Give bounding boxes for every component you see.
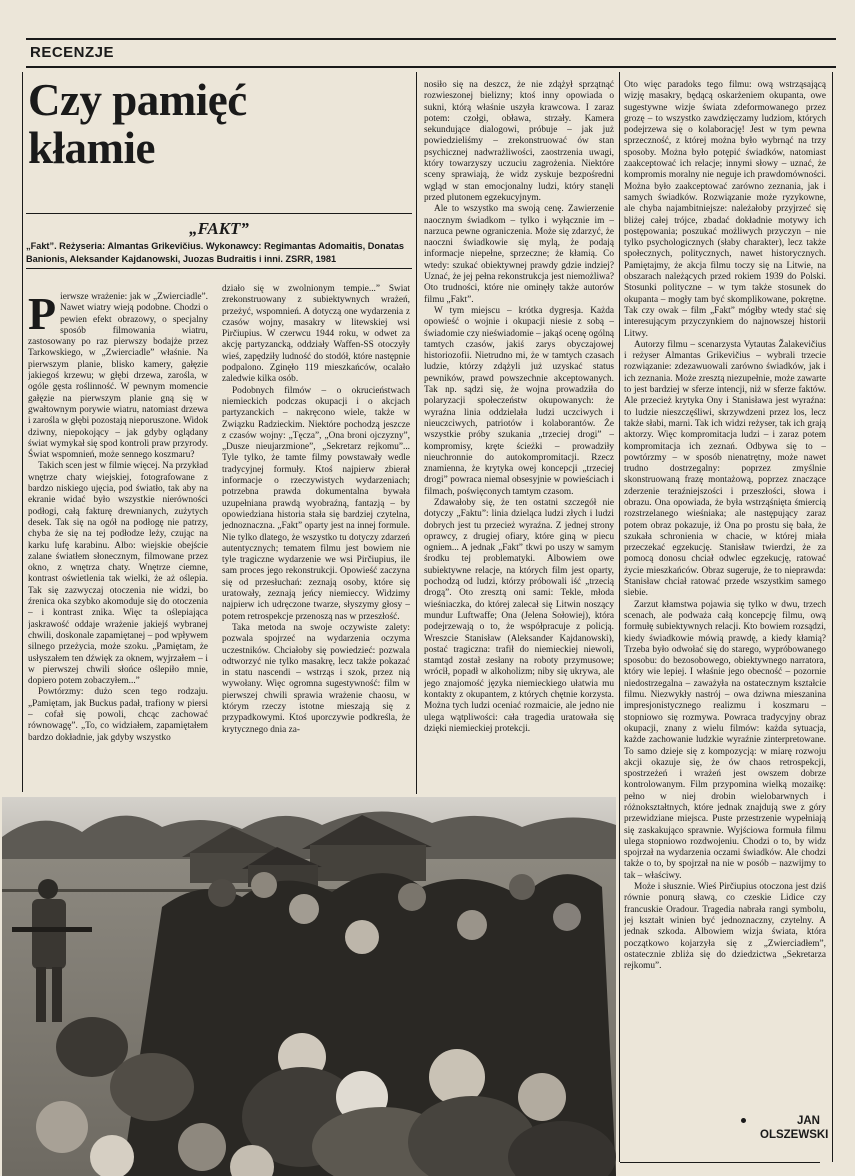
title-rule	[26, 213, 412, 214]
film-still-photo	[2, 797, 616, 1176]
author-first-name: JAN	[796, 1115, 820, 1127]
paragraph: Autorzy filmu – scenarzysta Vytautas Žalakevičius i reżyser Almantas Grikevičius – wybrali trzecie rozwiązanie: zdezawuowali zarówno świadków, jak i ich zeznania. Może zresztą niezupełnie, może zawarte to jest bardziej w sferze intencji, niż w sferze faktów. Ale przecież krytyka Ony i Stanisława jest wyraźna: to ludzie nieszczęśliwi, skrzywdzeni przez los, lecz także słabi, marni. Tak ich widzi reżyser, tak ich grają aktorzy. Więc kompromitacja ludzi – i zaraz potem kompromitacja ich zeznań. Odbywa się to – powtórzmy – w sposób nienatrętny, może nawet trudno dostrzegalny: poprzez zmyślnie skonstruowaną frazę montażową, poprzez znaczące zderzenie teraźniejszości i przeszłości, słowa i obrazu. Ona opowiada, że była wstrząśnięta śmiercią rozstrzelanego wieśniaka; ale następujący zaraz potem obraz pokazuje, iż Ona po prostu się bała, że szukała schronienia w chacie, w której miała przeczekać egzekucję. Stanisław twierdzi, że za pomocą donosu chciał odwlec egzekucję, ratować życie mieszkańców. Obraz sugeruje, że to nieprawda: Stanisław chciał ratować przede wszystkim samego siebie.	[624, 339, 826, 599]
text-column-2	[222, 284, 410, 788]
end-mark-dot	[741, 1118, 746, 1123]
author-byline	[760, 1114, 829, 1142]
paragraph: Może i słusznie. Wieś Pirčiupius otoczona jest dziś równie ponurą sławą, co czeskie Lidice czy francuskie Oradour. Tragedia nabrała rangi symbolu, jej kształt winien być jednoznaczny, czytelny. A jednak szkoda. Albowiem wizja świata, która początkowo kojarzyła się z „Zwierciadłem”, ostatecznie zbliża się do dziedzictwa „Sekretarza rejkomu”.	[624, 882, 826, 972]
film-title: „FAKT”	[189, 219, 249, 238]
section-rule	[26, 66, 836, 68]
column-rule-2	[416, 72, 417, 794]
paragraph: działo się w zwolnionym tempie...” Świat zrekonstruowany z subiektywnych wrażeń, przeżyć, wspomnień. A dotyczą one wydarzenia z czasów wojny, masakry w litewskiej wsi Pirčiupius. W czerwcu 1944 roku, w odwet za akcję partyzancką, oddziały Waffen-SS otoczyły wieś, zapędziły ludność do stodół, które następnie podpalono. Zginęło 119 mieszkańców, ocalało zaledwie kilka osób.	[222, 284, 410, 385]
paragraph: nosiło się na deszcz, że nie zdążył sprzątnąć rozwieszonej bielizny; ktoś inny opowiada o sukni, którą właśnie uszyła krawcowa. I zaraz potem: czołgi, obława, strzały. Kamera sekundujące dialogowi, próbuje – jak już powiedzieliśmy – zrekonstruować ów stan psychicznej nadwrażliwości, zaostrzenia uwagi, który towarzyszy uczuciu zagrożenia. Niektóre sceny sprawiają, że widz zyskuje bezpośredni wgląd w stan emocjonalny ludzi, który stanęli przed plutonem egzekucyjnym.	[424, 80, 614, 203]
film-credits: „Fakt”. Reżyseria: Almantas Grikevičius. Wykonawcy: Regimantas Adomaitis, Donatas Banionis, Aleksander Kajdanowski, Juozas Budraitis i inni. ZSRR, 1981	[26, 241, 405, 264]
text-column-4	[624, 80, 826, 1110]
paragraph: Ale to wszystko ma swoją cenę. Zawierzenie naocznym świadkom – tylko i wyłącznie im – narzuca pewne ograniczenia. Może się zdarzyć, że naoczni świadkowie się mylą, że podają informacje niepełne, sprzeczne; że kłamią. Co wtedy: szukać obiektywnej prawdy gdzie indziej? Uznać, że jej pełna rekonstrukcja jest niemożliwa? Oto trudności, które nie ominęły także autorów filmu „Fakt”.	[424, 204, 614, 305]
paragraph: Zdawałoby się, że ten ostatni szczegół nie dotyczy „Faktu”: linia dzieląca ludzi złych i ludzi dobrych jest tu przecież wyraźna. Z jednej strony oprawcy, z drugiej ofiary, które giną w piecu ogniem... A jednak „Fakt” tkwi po uszy w samym środku tej problematyki. Albowiem owe subiektywne relacje, na których film jest oparty, pochodzą od ludzi, którzy próbowali iść „trzecią drogą”. Oto zresztą oni sami: Tekle, młoda wieśniaczka, do której zalecał się Litwin noszący mundur Luftwaffe; Ona (Jelena Sołowiej), która podejrzewają o to, że współpracuje z policją. Wreszcie Stanisław (Aleksander Kajdanowski), postać tragiczna: trafił do niemieckiej niewoli, stamtąd został zesłany na roboty przymusowe; wrócił, popadł w alkoholizm; niby się ukrywa, ale jego znajomość języka niemieckiego ułatwia mu kontakty z okupantem, z których chętnie korzysta. Można tych ludzi oceniać rozmaicie, ale jedno nie ulega wątpliwości: cała tragedia uratowała się dzięki niemieckiej protekcji.	[424, 497, 614, 734]
column-rule-left	[22, 72, 23, 792]
column-rule-right	[832, 72, 833, 1162]
paragraph: Oto więc paradoks tego filmu: ową wstrząsającą wizję masakry, będącą oskarżeniem okupanta, owe sugestywne wizje świata zdeformowanego przez grozę – to wszystko zawdzięczamy ludziom, których podejrzewa się o kolaborację! Jest w tym pewna sprzeczność, z której można było wybrnąć na trzy sposoby. Można było potępić świadków, natomiast zaakceptować ich relacje; innymi słowy – uznać, że kompromis moralny nie neguje ich prawdomówności. Można było zaakceptować zarówno zeznania, jak i samych świadków. Rozwiązanie może ryzykowne, ale chyba najambitniejsze: należałoby przyjrzeć się bliżej całej trójce, zbadać dokładnie motywy ich postępowania; poszukać możliwych przyczyn – nie tylko psychologicznych (słaby charakter), lecz także społecznych, politycznych, nawet historycznych. Pamiętajmy, że akcja filmu toczy się na Litwie, na obszarach należących przed rokiem 1939 do Polski. Stosunki polityczne – w tym także stosunek do okupanta – mogły tam być skomplikowane, pokrętne. Tak czy owak – film „Fakt” mógłby wtedy stać się interesującym przyczynkiem do najnowszej historii Litwy.	[624, 80, 826, 339]
paragraph: Pierwsze wrażenie: jak w „Zwierciadle”. Nawet wiatry wieją podobne. Chodzi o pewien efekt obrazowy, o specjalny sposób filmowania wiatru, zastosowany po raz pierwszy bodajże przez Tarkowskiego, w „Zwierciadle” właśnie. Na pierwszym planie, blisko kamery, gałęzie jakiegoś krzewu; w głębi drzewa, zarośla, w ogóle gęsta roślinność. W pewnym momencie gałęzie na pierwszym planie gną się w gwałtownym porywie wiatru, natomiast drzewa i zarośla w głębi pozostają nieporuszone. Widok dziwny, niepokojący – jak gdyby oglądany świat wymykał się spod kontroli praw przyrody. Świat wspomnień, może sennego koszmaru?	[28, 292, 208, 461]
top-rule	[26, 38, 836, 40]
article-title-line2: kłamie	[28, 123, 155, 173]
paragraph: Podobnych filmów – o okrucieństwach niemieckich podczas okupacji i o akcjach partyzanckich – nakręcono wiele, także w Związku Radzieckim. Niektóre pochodzą jeszcze z czasów wojny: „Tęcza”, „Ona broni ojczyzny”, „Dusze nieujarzmione”, „Sekretarz rejkomu”... Tyle tylko, że tamte filmy powstawały wedle tradycyjnej formuły. Ktoś najpierw zbierał informacje o rzeczywistych wydarzeniach; potrzebna prawda dokumentalna bywała uzupełniana prawdą wyobraźną, fantazją – by opowiedziana historia stała się bardziej czytelna, jednoznaczna. „Fakt” oparty jest na innej formule. Nie tylko dlatego, że wszystko tu dotyczy zdarzeń autentycznych; tematem filmu jest bowiem nie tyle tragiczne wydarzenie we wsi Pirčiupius, ile sam proces jego rekonstrukcji. Opowieść zaczyna się od przesłuchań: zeznają osoby, które się uratowały, zeznają jeńcy niemieccy. Widzimy najpierw ich udręczone twarze, słyszymy głosy – potem retrospekcje przenoszą nas w przeszłość.	[222, 385, 410, 622]
text-column-3	[424, 80, 614, 788]
column-rule-3	[619, 72, 620, 1162]
paragraph: Powtórzmy: dużo scen tego rodzaju. „Pamiętam, jak Buckus padał, trafiony w piersi – cofał się powoli, chcąc zachować równowagę”. „To, co widziałem, zapamiętałem bardzo dokładnie, jak gdyby wszystko	[28, 687, 208, 743]
paragraph: Zarzut kłamstwa pojawia się tylko w dwu, trzech scenach, ale podważa całą koncepcję filmu, ową formułę subiektywnych relacji. Kto bowiem rozsądzi, kiedy świadkowie mówią prawdę, a kiedy kłamią? Trzeba było odwołać się do starego, wypróbowanego sposobu: do bezosobowego, obiektywnego narratora, który wie lepiej. I właśnie jego obecność – pozornie niedostrzegalna – zaważyła na ostatecznym kształcie filmu. Niezwykły nastrój – owa dziwna mieszanina impresjonistycznego realizmu i koszmaru – stopniowo się rozmywa. Powraca tradycyjny obraz okupacji, znany z wielu filmów: każda sytuacja, każde zachowanie ludzkie wyraźnie zinterpretowane. To samo dzieje się z kompozycją: w miarę rozwoju akcji okazuje się, że ów chaos retrospekcji, spostrzeżeń i wrażeń jest owszem dobrze kontrolowanym. Film przypomina wielką mozaikę: pełno w niej drobin wielobarwnych i różnokształtnych, które jednak znajdują swe z góry przewidziane miejsca. Puste przestrzenie wypełniają się zaskakująco sprawnie. Wyjściowa formuła filmu ulega stopniowo rozdwojeniu. Chodzi o to, by widz spojrzał na wydarzenia oczami świadków. Ale chodzi także o to, by spojrzał na nie w posób – nazwijmy to tak – właściwy.	[624, 599, 826, 881]
author-last-name: OLSZEWSKI	[760, 1129, 829, 1141]
article-title	[28, 76, 408, 172]
section-label: RECENZJE	[30, 44, 115, 61]
paragraph: Takich scen jest w filmie więcej. Na przykład wnętrze chaty wiejskiej, fotografowane z bardzo niskiego ujęcia, pod światło, tak aby na ekranie widać było wszystkie nierówności podłogi, całą fakturę drewnianych, zużytych desek. Tak się na ogół na podłogę nie patrzy, chyba że się na tej podłodze leży, czując na karku lufę karabinu. Albo: wiejskie obejście zalane światłem słonecznym, filmowane przez okno, z wnętrza chaty. Wnętrze ciemne, kontrast oświetlenia tak wielki, że aż oślepia. Tak się zazwyczaj otoczenia nie widzi, bo źrenica oka szybko akomoduje się do otoczenia – i kontrast znika. Więc ta oślepiająca jaskrawość oddaje wrażenie jakiejś wybranej chwili, doskonale zapamiętanej – pod wpływem silnego przeżycia, może szoku. „Pamiętam, że usłyszałem ten dźwięk za oknem, wyjrzałem – i w pierwszej chwili słońce oślepiło mnie, dopiero potem zobaczyłem...”	[28, 461, 208, 687]
paragraph: Taka metoda na swoje oczywiste zalety: pozwala spojrzeć na wydarzenia oczyma uczestników. Chciałoby się powiedzieć: pozwala odtworzyć nie tylko masakrę, lecz także pokazać in statu nascendi – wstrząs i szok, przez nią wywołany. Więc ogromna sugestywność: film w pierwszej chwili sprawia wrażenie chaosu, w którym rzeczy istotne mieszają się z przypadkowymi. Ktoś uporczywie podkreśla, że krytycznego dnia za-	[222, 622, 410, 735]
text-column-1	[28, 292, 208, 788]
drop-cap: P	[28, 292, 57, 339]
article-title-line1: Czy pamięć	[28, 75, 247, 125]
paragraph: W tym miejscu – krótka dygresja. Każda opowieść o wojnie i okupacji niesie z sobą – świadomie czy nieświadomie – jakąś ocenę ogólną tamtych czasów, jakiś zarys obyczajowej historiozofii. Nietrudno mi, że w tamtych czasach ludzie, którzy zdążyli już uzyskać status pewników, prawd powszechnie akceptowanych. Tak np. sądzi się, że wojna prowadziła do polaryzacji społeczeństw okupowanych: że wyraźna linia oddzielała ludzi uczciwych i nieuczciwych, patriotów i kolaborantów. Że wszystkie próby szukania „trzeciej drogi” – kompromisy, kręte ścieżki – prowadziły nieuchronnie do autokompromitacji. Rzecz znamienna, że krytyka owej koncepcji „trzeciej drogi” powraca niemal obsesyjnie w powieściach i filmach, poświęconych tamtym czasom.	[424, 305, 614, 497]
village-crowd-photo-graphic	[2, 797, 616, 1176]
bottom-rule	[620, 1162, 820, 1163]
credits-rule	[26, 268, 412, 269]
